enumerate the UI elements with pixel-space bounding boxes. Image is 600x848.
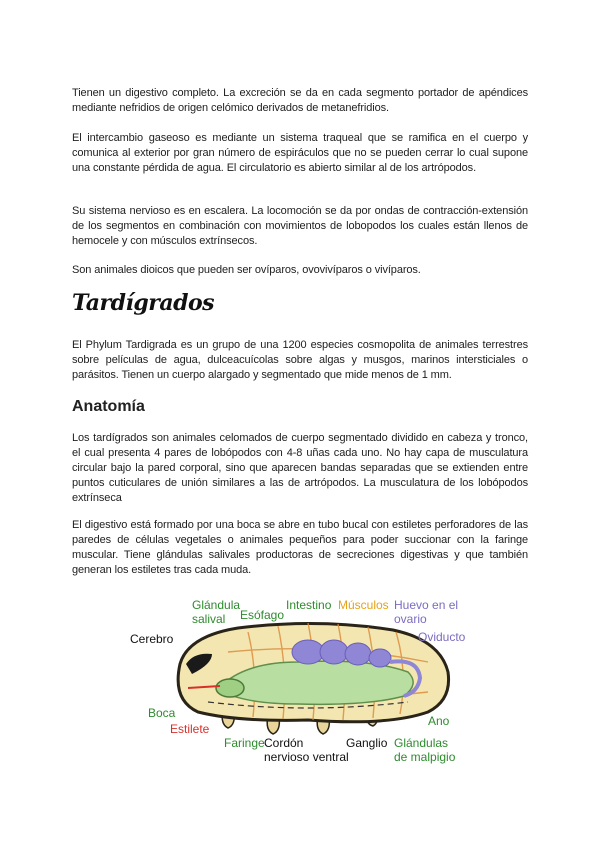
- label-huevo-ovario: Huevo en el: [394, 598, 459, 612]
- label-glandulas-malpigio: Glándulas: [394, 736, 449, 750]
- label-estilete: Estilete: [170, 722, 210, 736]
- label-boca: Boca: [148, 706, 176, 720]
- intestine: [223, 661, 413, 704]
- label-oviducto: Oviducto: [418, 630, 466, 644]
- subsection-title: Anatomía: [72, 398, 145, 415]
- paragraph-anatomia-2: El digestivo está formado por una boca se abre en tubo bucal con estiletes perforadores de las paredes de células vegetales o animales pequeños para poder succionar con la faringe muscular. Tiene glándulas salivales productoras de secreciones digestivas y que también generan los estiletes tras cada muda.: [72, 519, 528, 576]
- label-glandulas-malpigio-2: de malpigio: [394, 750, 456, 764]
- paragraph-anatomia-1: Los tardígrados son animales celomados de cuerpo segmentado dividido en cabeza y tronco, el cual presenta 4 pares de lobópodos con 4-8 uñas cada uno. No hay capa de musculatura circular bajo la pared corporal, sino que aparecen bandas separadas que se extienden entre puntos cuticulares de unión similares a las de artrópodos. La musculatura de los lobópodos extrínseca: [72, 432, 528, 504]
- label-musculos: Músculos: [338, 598, 389, 612]
- label-intestino: Intestino: [286, 598, 332, 612]
- label-cordon-nervioso-2: nervioso ventral: [264, 750, 349, 764]
- paragraph-phylum-intro: El Phylum Tardigrada es un grupo de una 1200 especies cosmopolita de animales terrestres sobre películas de agua, dulceacuícolas sobre algas y musgos, marinos intersticiales o parásitos. Tienen un cuerpo alargado y segmentado que mide menos de 1 mm.: [72, 339, 528, 381]
- label-esofago: Esófago: [240, 608, 285, 622]
- paragraph-intercambio-gaseoso: El intercambio gaseoso es mediante un sistema traqueal que se ramifica en el cuerpo y comunica al exterior por gran número de espiráculos que no se pueden cerrar lo cual supone una constante pérdida de agua. El circulatorio es abierto similar al de los artrópodos.: [72, 132, 528, 174]
- label-faringe: Faringe: [224, 736, 265, 750]
- label-cordon-nervioso: Cordón: [264, 736, 304, 750]
- label-glandula-salival: Glándula: [192, 598, 241, 612]
- paragraph-sistema-nervioso: Su sistema nervioso es en escalera. La locomoción se da por ondas de contracción-extensión de los segmentos en combinación con movimientos de lobopodos los cuales están llenos de hemocele y con músculos extrínsecos.: [72, 205, 528, 247]
- label-glandula-salival-2: salival: [192, 612, 226, 626]
- label-ano: Ano: [428, 714, 450, 728]
- label-cerebro: Cerebro: [130, 632, 174, 646]
- pharynx: [216, 679, 244, 697]
- section-title: Tardígrados: [72, 290, 215, 316]
- label-ganglio: Ganglio: [346, 736, 388, 750]
- label-huevo-ovario-2: ovario: [394, 612, 427, 626]
- tardigrade-anatomy-figure: [128, 592, 474, 772]
- paragraph-digestivo: Tienen un digestivo completo. La excreción se da en cada segmento portador de apéndices mediante nefridios de origen celómico derivados de metanefridios.: [72, 87, 528, 114]
- paragraph-reproduccion: Son animales dioicos que pueden ser ovíparos, ovovivíparos o vivíparos.: [72, 264, 421, 276]
